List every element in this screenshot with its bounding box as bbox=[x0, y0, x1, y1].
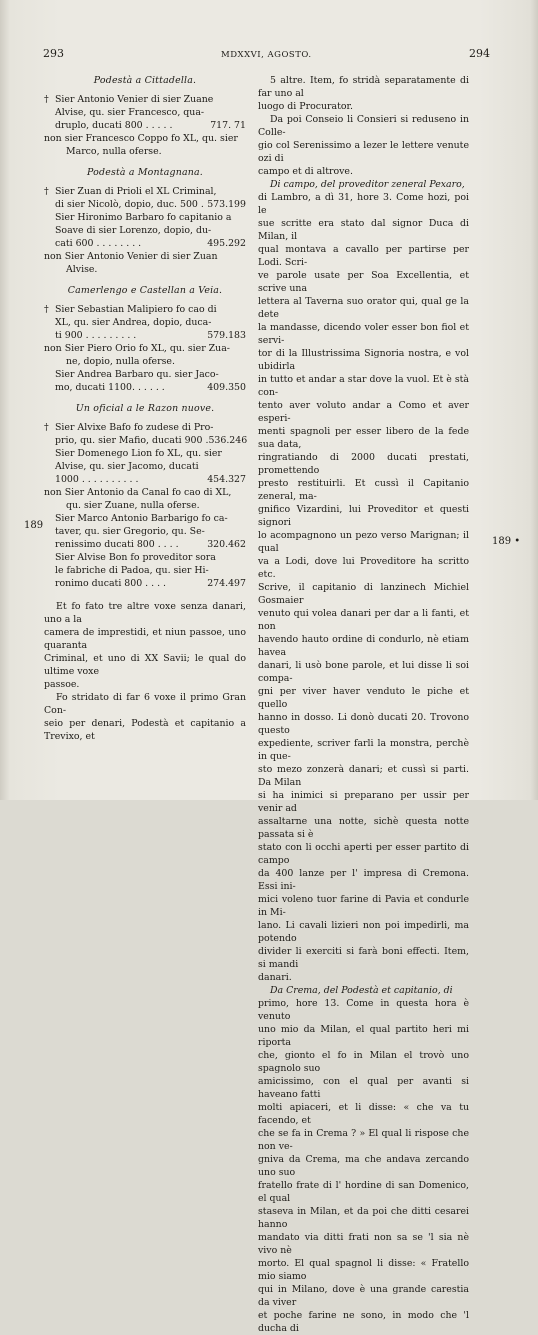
entry-line: druplo, ducati 800 . . . . . bbox=[55, 120, 173, 131]
entry-line: XL, qu. sier Andrea, dopio, duca- bbox=[55, 317, 212, 328]
entry-line: taver, qu. sier Gregorio, qu. Se- bbox=[55, 526, 205, 537]
text-line: qual montava a cavallo per partirse per Lodi. Scri- bbox=[258, 244, 469, 268]
text-line: amicissimo, con el qual per avanti si haveano fatti bbox=[258, 1076, 469, 1100]
entry-line: Alvise, qu. sier Jacomo, ducati bbox=[55, 461, 199, 472]
entry bbox=[44, 303, 246, 342]
text-line: passoe. bbox=[44, 679, 80, 690]
entry bbox=[44, 132, 246, 158]
running-title: MDXXVI, AGOSTO. bbox=[221, 50, 312, 60]
vote-count: 536.246 bbox=[208, 435, 248, 446]
entry-line: Alvise, qu. sier Francesco, qua- bbox=[55, 107, 205, 118]
text-line: molti apiaceri, et li disse: « che va tu facendo, et bbox=[258, 1102, 469, 1126]
page-number-left: 293 bbox=[43, 47, 64, 60]
text-line: di Lambro, a dì 31, hore 3. Come hozi, poi le bbox=[258, 192, 469, 216]
entry bbox=[44, 93, 246, 132]
entry-line: le fabriche di Padoa, qu. sier Hi- bbox=[55, 565, 209, 576]
text-line: sto mezo zonzerà danari; et cussì si parti. Da Milan bbox=[258, 764, 469, 788]
text-line: in tutto et andar a star dove la vuol. Et è stà con- bbox=[258, 374, 469, 398]
paragraph bbox=[44, 691, 246, 743]
text-line: fratello frate di l' hordine di san Domenico, el qual bbox=[258, 1180, 469, 1204]
text-line: ringratiando di 2000 ducati prestati, promettendo bbox=[258, 452, 469, 476]
entry-line: non Sier Piero Orio fo XL, qu. sier Zua- bbox=[44, 343, 230, 354]
text-line: sue scritte era stato dal signor Duca di Milan, il bbox=[258, 218, 469, 242]
elected-mark: † bbox=[44, 186, 49, 197]
text-line: et poche farine ne sono, in modo che 'l ducha di bbox=[258, 1310, 469, 1334]
entry-line: mo, ducati 1100. . . . . . bbox=[55, 382, 165, 393]
right-column bbox=[258, 74, 469, 1335]
text-line: lano. Li cavali lizieri non poi impedirli, ma potendo bbox=[258, 920, 469, 944]
text-line: Fo stridato di far 6 voxe il primo Gran Con- bbox=[44, 692, 246, 716]
vote-count: 454.327 bbox=[207, 474, 246, 485]
entry-line: ti 900 . . . . . . . . . bbox=[55, 330, 137, 341]
text-line: danari. bbox=[258, 972, 292, 983]
vote-count: 579.183 bbox=[207, 330, 246, 341]
elected-mark: † bbox=[44, 94, 49, 105]
text-line: havendo hauto ordine di condurlo, nè etiam havea bbox=[258, 634, 469, 658]
margin-note-right: 189 • bbox=[492, 536, 521, 547]
entry-line: Sier Sebastian Malipiero fo cao di bbox=[55, 304, 217, 315]
page-number-right: 294 bbox=[469, 47, 490, 60]
text-line: assaltarne una notte, sichè questa notte passata si è bbox=[258, 816, 469, 840]
text-line: luogo di Procurator. bbox=[258, 101, 353, 112]
text-line: staseva in Milan, et da poi che ditti cesarei hanno bbox=[258, 1206, 469, 1230]
section-title: Podestà a Montagnana. bbox=[87, 167, 203, 178]
text-line: gio col Serenissimo a lezer le lettere venute ozi di bbox=[258, 140, 469, 164]
text-line: Da poi Conseio li Consieri si reduseno in Colle- bbox=[258, 114, 469, 138]
entry bbox=[44, 447, 246, 486]
entry-line: non sier Francesco Coppo fo XL, qu. sier bbox=[44, 133, 238, 144]
entry-line: Sier Alvixe Bafo fo zudese di Pro- bbox=[55, 422, 214, 433]
text-line: Scrive, il capitanio di lanzinech Michiel Gosmaier bbox=[258, 582, 469, 606]
vote-count: 495.292 bbox=[207, 238, 246, 249]
elected-mark: † bbox=[44, 304, 49, 315]
text-line: presto restituirli. Et cussì il Capitanio zeneral, ma- bbox=[258, 478, 469, 502]
text-line: da 400 lanze per l' impresa di Cremona. Essi ini- bbox=[258, 868, 469, 892]
entry-line: Sier Antonio Venier di sier Zuane bbox=[55, 94, 214, 105]
entry-line: Sier Domenego Lion fo XL, qu. sier bbox=[55, 448, 222, 459]
text-line: camera de imprestidi, et niun passoe, uno quaranta bbox=[44, 627, 246, 651]
section-title: Camerlengo e Castellan a Veia. bbox=[67, 285, 223, 296]
entry bbox=[44, 486, 246, 512]
section-title: Un oficial a le Razon nuove. bbox=[75, 403, 215, 414]
text-line: che se fa in Crema ? » El qual li rispose che non ve- bbox=[258, 1128, 469, 1152]
entry-line: ne, dopio, nulla oferse. bbox=[66, 356, 175, 367]
text-line: tor di la Illustrissima Signoria nostra, e vol ubidirla bbox=[258, 348, 469, 372]
left-column bbox=[44, 74, 246, 743]
entry-line: prio, qu. sier Mafio, ducati 900 . bbox=[55, 435, 209, 446]
entry-line: Sier Andrea Barbaro qu. sier Jaco- bbox=[55, 369, 219, 380]
text-line: qui in Milano, dove è una grande carestia da viver bbox=[258, 1284, 469, 1308]
entry-line: Sier Alvise Bon fo proveditor sora bbox=[55, 552, 216, 563]
paragraph bbox=[258, 984, 469, 1335]
entry bbox=[44, 421, 246, 447]
entry-line: non Sier Antonio da Canal fo cao di XL, bbox=[44, 487, 232, 498]
text-line: mici voleno tuor farine di Pavia et condurle in Mi- bbox=[258, 894, 469, 918]
entry bbox=[44, 512, 246, 551]
text-line: ve parole usate per Soa Excellentia, et scrive una bbox=[258, 270, 469, 294]
text-line: lo acompagnono un pezo verso Marignan; il qual bbox=[258, 530, 469, 554]
text-line: si ha inimici si preparano per ussir per venir ad bbox=[258, 790, 469, 814]
entry bbox=[44, 551, 246, 590]
text-line: morto. El qual spagnol li disse: « Fratello mio siamo bbox=[258, 1258, 469, 1282]
text-line: la mandasse, dicendo voler esser bon fiol et servi- bbox=[258, 322, 469, 346]
text-line: Criminal, et uno di XX Savii; le qual do ultime voxe bbox=[44, 653, 246, 677]
entry-line: Alvise. bbox=[66, 264, 98, 275]
text-line: mandato via ditti frati non sa se 'l sia nè vivo nè bbox=[258, 1232, 469, 1256]
text-line: campo et di altrove. bbox=[258, 166, 353, 177]
text-line: primo, hore 13. Come in questa hora è venuto bbox=[258, 998, 469, 1022]
entry-line: Sier Zuan di Prioli el XL Criminal, bbox=[55, 186, 217, 197]
paragraph bbox=[258, 113, 469, 178]
text-line: gniva da Crema, ma che andava zercando uno suo bbox=[258, 1154, 469, 1178]
vote-count: 320.462 bbox=[207, 539, 246, 550]
entry-line: 1000 . . . . . . . . . . bbox=[55, 474, 139, 485]
entry-line: cati 600 . . . . . . . . bbox=[55, 238, 142, 249]
entry-line: qu. sier Zuane, nulla oferse. bbox=[66, 500, 200, 511]
text-line: seio per denari, Podestà et capitanio a Trevixo, et bbox=[44, 718, 246, 742]
entry-line: Sier Hironimo Barbaro fo capitanio a bbox=[55, 212, 232, 223]
text-line: menti spagnoli per esser libero de la fede sua data, bbox=[258, 426, 469, 450]
entry bbox=[44, 211, 246, 250]
text-line: venuto qui volea danari per dar a li fanti, et non bbox=[258, 608, 469, 632]
entry bbox=[44, 368, 246, 394]
entry bbox=[44, 250, 246, 276]
vote-count: 274.497 bbox=[207, 578, 246, 589]
text-line: Et fo fato tre altre voxe senza danari, uno a la bbox=[44, 601, 246, 625]
paragraph bbox=[44, 600, 246, 691]
text-line: divider li exerciti si farà boni effecti. Item, si mandi bbox=[258, 946, 469, 970]
entry-line: Marco, nulla oferse. bbox=[66, 146, 162, 157]
section-title: Podestà a Cittadella. bbox=[93, 75, 197, 86]
text-line: Di campo, del proveditor zeneral Pexaro, bbox=[270, 179, 465, 190]
text-line: expediente, scriver farli la monstra, perchè in que- bbox=[258, 738, 469, 762]
elected-mark: † bbox=[44, 422, 49, 433]
entry bbox=[44, 342, 246, 368]
text-line: gnifico Vizardini, lui Proveditor et questi signori bbox=[258, 504, 469, 528]
entry-line: Sier Marco Antonio Barbarigo fo ca- bbox=[55, 513, 228, 524]
text-line: che, gionto el fo in Milan el trovò uno spagnolo suo bbox=[258, 1050, 469, 1074]
entry-line: Soave di sier Lorenzo, dopio, du- bbox=[55, 225, 212, 236]
entry-line: ronimo ducati 800 . . . . bbox=[55, 578, 167, 589]
text-line: 5 altre. Item, fo stridà separatamente di far uno al bbox=[258, 75, 469, 99]
text-line: tento aver voluto andar a Como et aver esperi- bbox=[258, 400, 469, 424]
text-line: va a Lodi, dove lui Proveditore ha scritto etc. bbox=[258, 556, 469, 580]
vote-count: 573.199 bbox=[207, 199, 246, 210]
paragraph bbox=[258, 178, 469, 984]
entry-line: non Sier Antonio Venier di sier Zuan bbox=[44, 251, 218, 262]
text-line: gni per viver haver venduto le piche et quello bbox=[258, 686, 469, 710]
text-line: Da Crema, del Podestà et capitanio, di bbox=[270, 985, 453, 996]
text-line: stato con li occhi aperti per esser partito di campo bbox=[258, 842, 469, 866]
vote-count: 717. 71 bbox=[210, 120, 246, 131]
margin-note-left: 189 bbox=[24, 520, 44, 531]
entry-line: renissimo ducati 800 . . . . bbox=[55, 539, 179, 550]
paragraph bbox=[258, 74, 469, 113]
text-line: hanno in dosso. Li donò ducati 20. Trovono questo bbox=[258, 712, 469, 736]
text-line: uno mio da Milan, el qual partito heri mi riporta bbox=[258, 1024, 469, 1048]
entry-line: di sier Nicolò, dopio, duc. 500 . bbox=[55, 199, 204, 210]
vote-count: 409.350 bbox=[207, 382, 246, 393]
entry bbox=[44, 185, 246, 211]
text-line: danari, li usò bone parole, et lui disse li soi compa- bbox=[258, 660, 469, 684]
text-line: lettera al Taverna suo orator qui, qual ge la dete bbox=[258, 296, 469, 320]
